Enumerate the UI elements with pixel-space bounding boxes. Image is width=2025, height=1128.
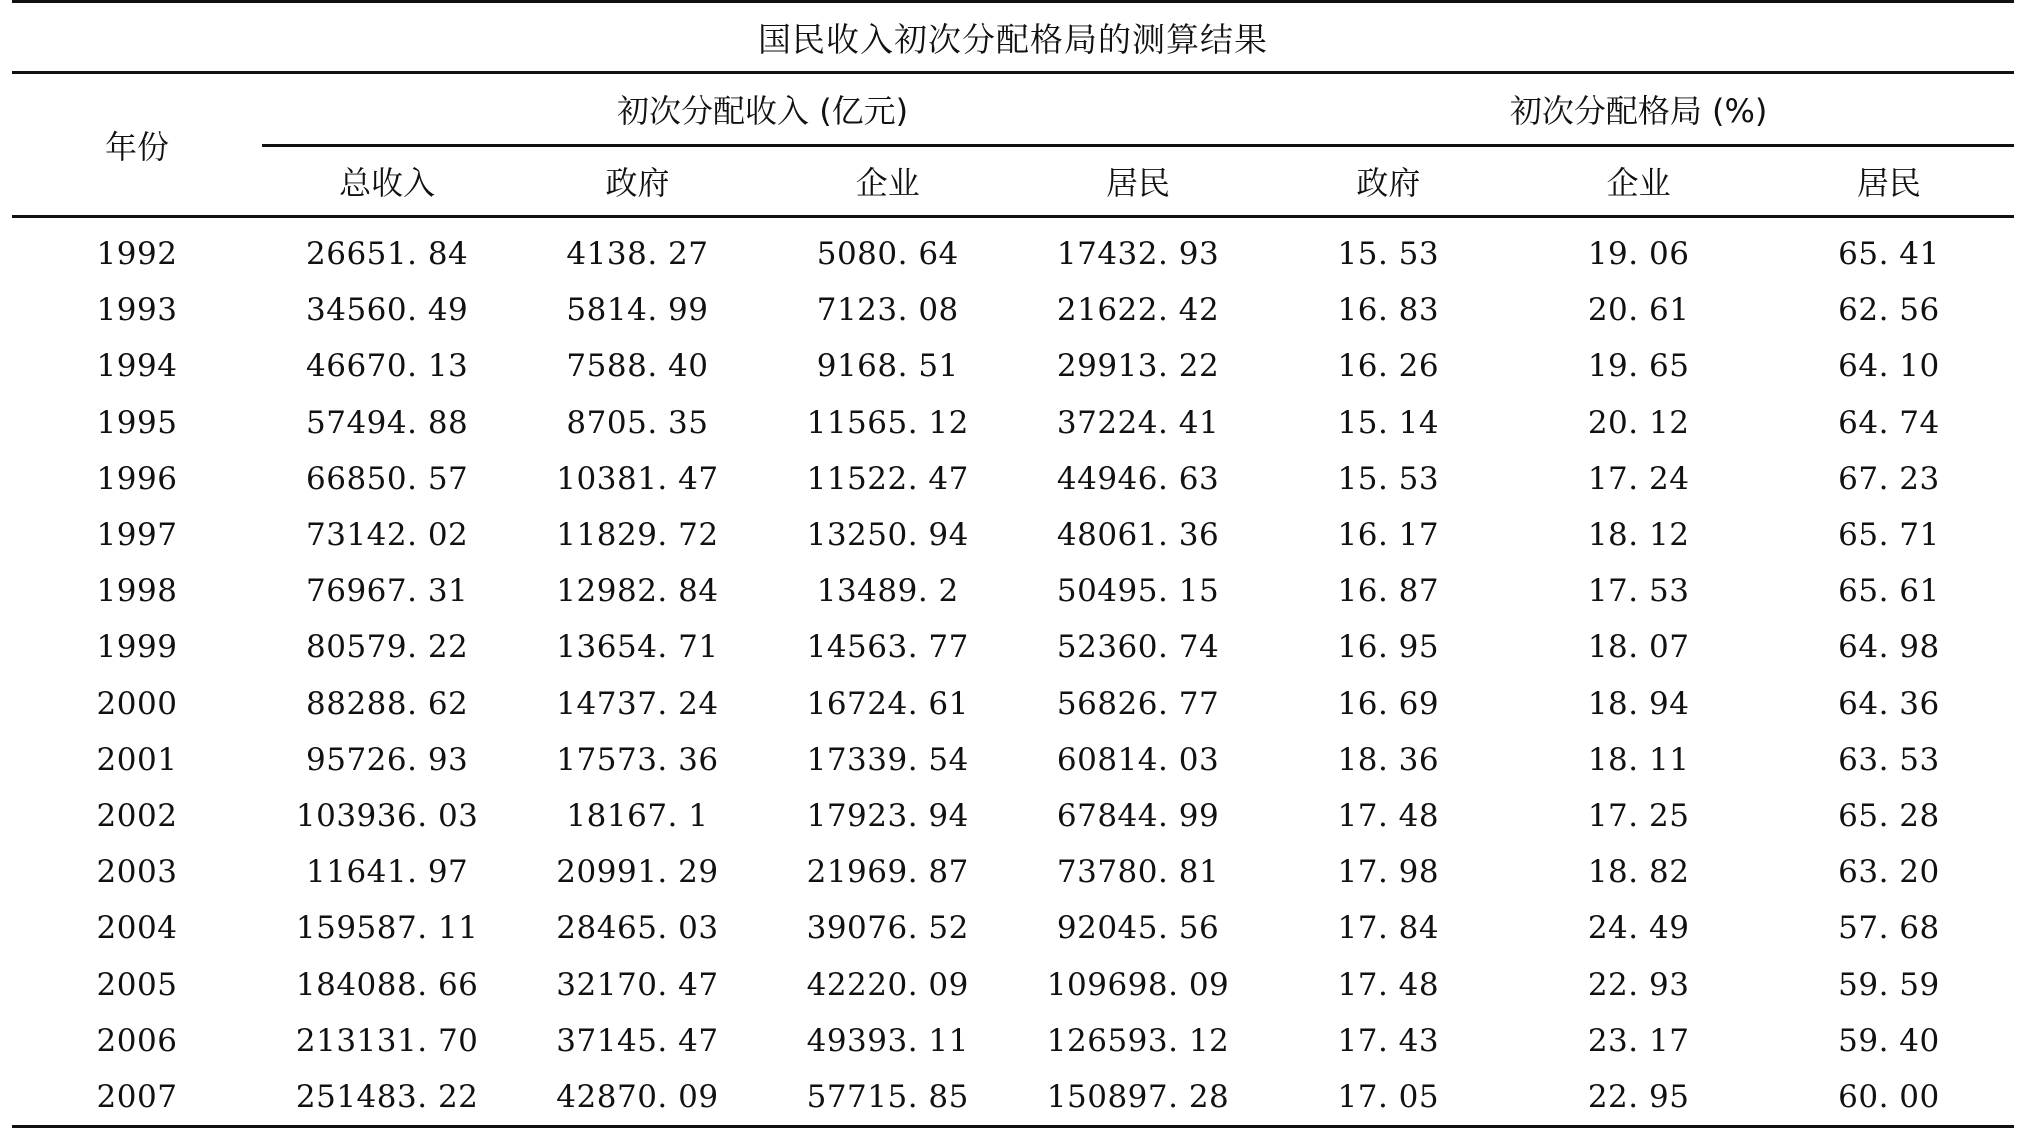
cell-household-income: 48061. 36 <box>1056 517 1220 554</box>
cell-government-share: 16. 17 <box>1337 517 1440 554</box>
cell-government-income: 18167. 1 <box>566 797 709 834</box>
cell-household-income: 44946. 63 <box>1056 460 1220 497</box>
cell-total-income: 95726. 93 <box>306 741 469 778</box>
table-row <box>12 395 2014 451</box>
cell-year: 1994 <box>96 348 178 385</box>
cell-total-income: 57494. 88 <box>306 404 469 441</box>
cell-household-income: 150897. 28 <box>1013 1069 1263 1127</box>
cell-enterprise-income: 17339. 54 <box>806 741 969 778</box>
cell-government-share: 16. 87 <box>1337 573 1440 610</box>
cell-year: 1997 <box>96 517 178 554</box>
cell-government-share: 16. 83 <box>1337 292 1440 329</box>
cell-enterprise-share: 22. 95 <box>1513 1069 1763 1127</box>
share-group-header: 初次分配格局 (%) <box>1263 73 2014 146</box>
cell-household-income: 67844. 99 <box>1056 797 1220 834</box>
cell-government-share: 17. 84 <box>1337 910 1440 947</box>
table-row <box>12 844 2014 900</box>
cell-year: 2003 <box>96 854 178 891</box>
cell-government-share: 16. 69 <box>1337 685 1440 722</box>
cell-government-income: 42870. 09 <box>512 1069 762 1127</box>
cell-enterprise-income: 11565. 12 <box>806 404 969 441</box>
table-row <box>12 338 2014 394</box>
column-header-total-income: 总收入 <box>262 146 512 217</box>
cell-household-share: 67. 23 <box>1838 460 1940 497</box>
cell-year: 2004 <box>96 910 178 947</box>
cell-government-income: 32170. 47 <box>556 966 719 1003</box>
table-title: 国民收入初次分配格局的测算结果 <box>12 2 2014 73</box>
cell-household-share: 65. 28 <box>1838 797 1940 834</box>
column-header-household-share: 居民 <box>1764 146 2014 217</box>
cell-enterprise-income: 42220. 09 <box>806 966 969 1003</box>
cell-enterprise-share: 22. 93 <box>1587 966 1690 1003</box>
cell-household-income: 29913. 22 <box>1056 348 1220 385</box>
cell-enterprise-income: 7123. 08 <box>816 292 959 329</box>
cell-household-share: 64. 36 <box>1838 685 1940 722</box>
cell-enterprise-share: 19. 06 <box>1587 236 1690 273</box>
cell-enterprise-income: 16724. 61 <box>806 685 969 722</box>
cell-government-income: 11829. 72 <box>556 517 719 554</box>
cell-government-income: 5814. 99 <box>566 292 709 329</box>
cell-household-share: 63. 53 <box>1838 741 1940 778</box>
cell-enterprise-income: 14563. 77 <box>806 629 969 666</box>
table-row <box>12 1069 2014 1127</box>
cell-household-share: 57. 68 <box>1838 910 1940 947</box>
cell-total-income: 184088. 66 <box>295 966 479 1003</box>
column-header-enterprise-income: 企业 <box>763 146 1013 217</box>
cell-government-income: 28465. 03 <box>556 910 719 947</box>
cell-enterprise-share: 20. 12 <box>1587 404 1690 441</box>
cell-year: 2007 <box>12 1069 262 1127</box>
cell-government-income: 7588. 40 <box>566 348 709 385</box>
cell-enterprise-share: 18. 82 <box>1587 854 1690 891</box>
cell-government-share: 17. 43 <box>1337 1022 1440 1059</box>
cell-government-income: 37145. 47 <box>556 1022 719 1059</box>
year-column-header: 年份 <box>12 73 262 217</box>
cell-household-income: 109698. 09 <box>1046 966 1230 1003</box>
cell-total-income: 26651. 84 <box>306 236 469 273</box>
cell-enterprise-income: 5080. 64 <box>816 236 959 273</box>
table-row <box>12 451 2014 507</box>
cell-government-income: 14737. 24 <box>556 685 719 722</box>
cell-total-income: 80579. 22 <box>306 629 469 666</box>
column-header-household-income: 居民 <box>1013 146 1263 217</box>
cell-enterprise-income: 39076. 52 <box>806 910 969 947</box>
cell-household-share: 59. 40 <box>1838 1022 1940 1059</box>
table-row <box>12 956 2014 1012</box>
cell-total-income: 213131. 70 <box>295 1022 479 1059</box>
cell-government-income: 12982. 84 <box>556 573 719 610</box>
cell-government-share: 17. 05 <box>1263 1069 1513 1127</box>
cell-year: 2002 <box>96 797 178 834</box>
cell-household-income: 60814. 03 <box>1056 741 1220 778</box>
cell-enterprise-share: 17. 53 <box>1587 573 1690 610</box>
table-row <box>12 788 2014 844</box>
cell-year: 1999 <box>96 629 178 666</box>
column-header-government-share: 政府 <box>1263 146 1513 217</box>
cell-government-income: 17573. 36 <box>556 741 719 778</box>
cell-household-share: 60. 00 <box>1764 1069 2014 1127</box>
table-row <box>12 732 2014 788</box>
cell-household-income: 17432. 93 <box>1056 236 1220 273</box>
cell-government-share: 17. 48 <box>1337 966 1440 1003</box>
cell-enterprise-share: 23. 17 <box>1587 1022 1690 1059</box>
cell-government-income: 8705. 35 <box>566 404 709 441</box>
cell-year: 1993 <box>96 292 178 329</box>
cell-total-income: 73142. 02 <box>306 517 469 554</box>
cell-enterprise-share: 18. 94 <box>1587 685 1690 722</box>
cell-year: 1992 <box>96 236 178 273</box>
cell-government-share: 17. 98 <box>1337 854 1440 891</box>
table-row <box>12 1013 2014 1069</box>
cell-year: 2005 <box>96 966 178 1003</box>
income-group-header: 初次分配收入 (亿元) <box>262 73 1263 146</box>
cell-household-share: 65. 71 <box>1838 517 1940 554</box>
table-row <box>12 619 2014 675</box>
cell-enterprise-share: 17. 25 <box>1587 797 1690 834</box>
cell-enterprise-income: 13489. 2 <box>816 573 959 610</box>
cell-enterprise-share: 18. 07 <box>1587 629 1690 666</box>
column-header-government-income: 政府 <box>512 146 762 217</box>
cell-total-income: 76967. 31 <box>306 573 469 610</box>
cell-enterprise-share: 20. 61 <box>1587 292 1690 329</box>
table-row <box>12 217 2014 283</box>
cell-year: 1998 <box>96 573 178 610</box>
cell-year: 2000 <box>96 685 178 722</box>
cell-government-income: 20991. 29 <box>556 854 719 891</box>
cell-enterprise-share: 17. 24 <box>1587 460 1690 497</box>
cell-enterprise-income: 11522. 47 <box>806 460 969 497</box>
table-row <box>12 282 2014 338</box>
cell-government-share: 16. 26 <box>1337 348 1440 385</box>
cell-government-income: 4138. 27 <box>566 236 709 273</box>
cell-household-income: 37224. 41 <box>1056 404 1220 441</box>
cell-enterprise-income: 57715. 85 <box>763 1069 1013 1127</box>
cell-enterprise-income: 49393. 11 <box>806 1022 969 1059</box>
cell-total-income: 103936. 03 <box>295 797 479 834</box>
cell-household-income: 50495. 15 <box>1056 573 1220 610</box>
table-row <box>12 507 2014 563</box>
income-distribution-table <box>12 0 2014 1128</box>
cell-household-income: 126593. 12 <box>1046 1022 1230 1059</box>
cell-household-share: 64. 10 <box>1838 348 1940 385</box>
cell-household-share: 65. 61 <box>1838 573 1940 610</box>
table-row <box>12 900 2014 956</box>
cell-household-share: 65. 41 <box>1838 236 1940 273</box>
cell-enterprise-share: 19. 65 <box>1587 348 1690 385</box>
cell-enterprise-income: 17923. 94 <box>806 797 969 834</box>
cell-year: 2001 <box>96 741 178 778</box>
cell-household-income: 52360. 74 <box>1056 629 1220 666</box>
table-row <box>12 676 2014 732</box>
table-row <box>12 563 2014 619</box>
cell-government-share: 18. 36 <box>1337 741 1440 778</box>
column-header-enterprise-share: 企业 <box>1513 146 1763 217</box>
cell-enterprise-share: 18. 11 <box>1587 741 1690 778</box>
cell-government-share: 15. 53 <box>1337 460 1440 497</box>
cell-household-share: 62. 56 <box>1838 292 1940 329</box>
cell-government-share: 17. 48 <box>1337 797 1440 834</box>
cell-household-share: 64. 74 <box>1838 404 1940 441</box>
cell-enterprise-share: 24. 49 <box>1587 910 1690 947</box>
cell-total-income: 251483. 22 <box>262 1069 512 1127</box>
cell-government-income: 13654. 71 <box>556 629 719 666</box>
cell-household-share: 63. 20 <box>1838 854 1940 891</box>
cell-total-income: 46670. 13 <box>306 348 469 385</box>
cell-year: 1995 <box>96 404 178 441</box>
cell-enterprise-income: 21969. 87 <box>806 854 969 891</box>
cell-enterprise-income: 13250. 94 <box>806 517 969 554</box>
cell-total-income: 34560. 49 <box>306 292 469 329</box>
income-distribution-table-container <box>12 0 2014 1128</box>
cell-total-income: 88288. 62 <box>306 685 469 722</box>
cell-household-share: 59. 59 <box>1838 966 1940 1003</box>
cell-year: 2006 <box>96 1022 178 1059</box>
cell-household-income: 56826. 77 <box>1056 685 1220 722</box>
cell-enterprise-share: 18. 12 <box>1587 517 1690 554</box>
cell-government-income: 10381. 47 <box>556 460 719 497</box>
cell-household-income: 92045. 56 <box>1056 910 1220 947</box>
cell-government-share: 15. 53 <box>1337 236 1440 273</box>
cell-enterprise-income: 9168. 51 <box>816 348 959 385</box>
cell-household-income: 73780. 81 <box>1056 854 1220 891</box>
cell-total-income: 159587. 11 <box>295 910 479 947</box>
cell-government-share: 15. 14 <box>1337 404 1440 441</box>
table-body <box>12 217 2014 1127</box>
cell-household-share: 64. 98 <box>1838 629 1940 666</box>
cell-government-share: 16. 95 <box>1337 629 1440 666</box>
cell-year: 1996 <box>96 460 178 497</box>
cell-total-income: 11641. 97 <box>306 854 469 891</box>
cell-household-income: 21622. 42 <box>1056 292 1220 329</box>
cell-total-income: 66850. 57 <box>306 460 469 497</box>
